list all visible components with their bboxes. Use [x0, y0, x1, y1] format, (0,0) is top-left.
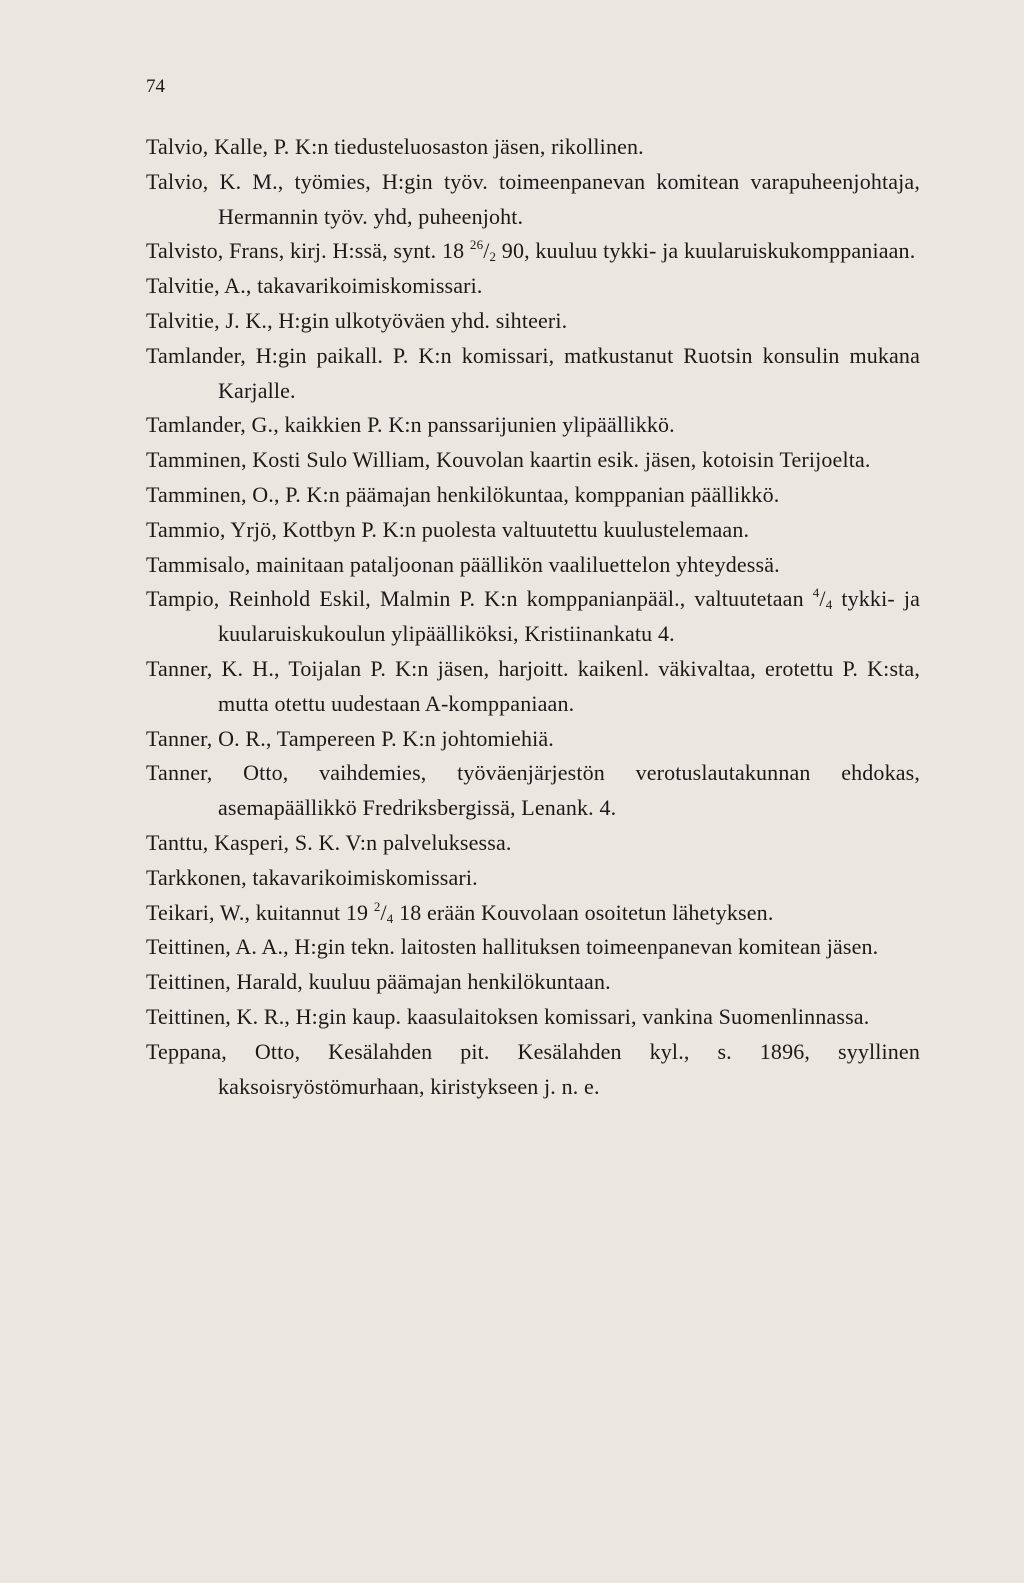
entry-text: 18 erään Kouvolaan osoitetun lähetyksen. [393, 899, 774, 925]
entry-talvio-km: Talvio, K. M., työmies, H:gin työv. toimeenpanevan komitean varapuheenjohtaja, Hermannin työv. yhd, puheenjoht. [146, 168, 920, 229]
entry-tanner-kh: Tanner, K. H., Toijalan P. K:n jäsen, harjoitt. kaikenl. väkivaltaa, erotettu P. K:sta, mutta otettu uudestaan A-komppaniaan. [146, 655, 920, 716]
entry-text: Talvisto, Frans, kirj. H:ssä, synt. 18 [146, 238, 470, 264]
entry-teittinen-kr: Teittinen, K. R., H:gin kaup. kaasulaitoksen komissari, vankina Suomenlinnassa. [146, 1003, 870, 1029]
entry-tarkkonen: Tarkkonen, takavarikoimiskomissari. [146, 864, 478, 890]
date-denominator: 4 [386, 910, 394, 926]
fraction-slash: / [483, 238, 490, 264]
entry-teppana-otto: Teppana, Otto, Kesälahden pit. Kesälahden kyl., s. 1896, syyllinen kaksoisryöstömurhaan, kiristykseen j. n. e. [146, 1038, 920, 1099]
entry-text: Tampio, Reinhold Eskil, Malmin P. K:n komppanianpääl., valtuutetaan [146, 586, 813, 612]
entry-tammisalo: Tammisalo, mainitaan pataljoonan päällikön vaaliluettelon yhteydessä. [146, 551, 780, 577]
entry-tanttu-kasperi: Tanttu, Kasperi, S. K. V:n palveluksessa. [146, 829, 512, 855]
entry-tamminen-o: Tamminen, O., P. K:n päämajan henkilökuntaa, komppanian päällikkö. [146, 481, 780, 507]
entry-talvitie-a: Talvitie, A., takavarikoimiskomissari. [146, 273, 483, 299]
entry-tanner-or: Tanner, O. R., Tampereen P. K:n johtomiehiä. [146, 725, 554, 751]
entry-talvitie-jk: Talvitie, J. K., H:gin ulkotyöväen yhd. sihteeri. [146, 307, 568, 333]
entry-talvisto-frans [146, 234, 920, 269]
date-denominator: 2 [489, 249, 497, 265]
entry-text: tykki- ja kuularuiskukoulun ylipäälliköksi, Kristiinankatu 4. [218, 586, 920, 647]
entry-teikari-w [146, 896, 920, 931]
entry-talvio-kalle: Talvio, Kalle, P. K:n tiedusteluosaston jäsen, rikollinen. [146, 134, 644, 159]
entry-text: Teikari, W., kuitannut 19 [146, 899, 374, 925]
entry-tammio-yrjo: Tammio, Yrjö, Kottbyn P. K:n puolesta valtuutettu kuulustelemaan. [146, 516, 750, 542]
fraction-slash: / [819, 586, 826, 612]
entry-teittinen-harald: Teittinen, Harald, kuuluu päämajan henkilökuntaan. [146, 969, 611, 995]
entry-list [146, 130, 920, 1104]
entry-tamlander: Tamlander, H:gin paikall. P. K:n komissari, matkustanut Ruotsin konsulin mukana Karjalle. [146, 342, 920, 403]
fraction-slash: / [380, 899, 387, 925]
entry-tamlander-g: Tamlander, G., kaikkien P. K:n panssarijunien ylipäällikkö. [146, 412, 675, 438]
date-numerator: 26 [469, 237, 484, 253]
entry-tamminen-kosti: Tamminen, Kosti Sulo William, Kouvolan kaartin esik. jäsen, kotoisin Terijoelta. [146, 447, 871, 473]
date-denominator: 4 [825, 597, 833, 613]
entry-tanner-otto: Tanner, Otto, vaihdemies, työväenjärjestön verotuslautakunnan ehdokas, asemapäällikkö Fredriksbergissä, Lenank. 4. [146, 760, 920, 821]
entry-teittinen-aa: Teittinen, A. A., H:gin tekn. laitosten hallituksen toimeenpanevan komitean jäsen. [146, 934, 879, 960]
entry-tampio-reinhold [146, 582, 920, 652]
date-numerator: 2 [373, 898, 381, 914]
date-numerator: 4 [812, 585, 820, 601]
entry-text: 90, kuuluu tykki- ja kuularuiskukomppaniaan. [496, 238, 916, 264]
page-number: 74 [146, 76, 165, 97]
